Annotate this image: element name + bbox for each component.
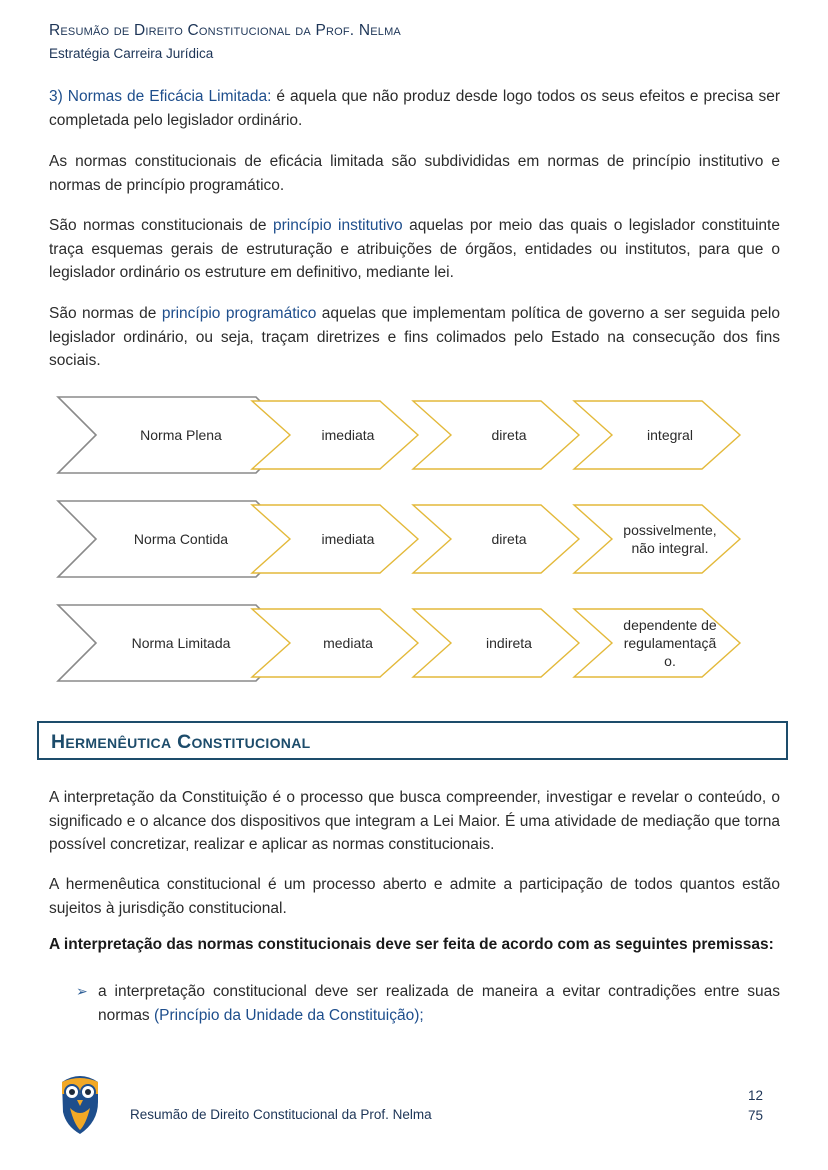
arrow-bullet-icon: ➢ bbox=[76, 983, 88, 999]
paragraph-text: São normas de bbox=[49, 305, 162, 322]
attribute-label: direta bbox=[491, 531, 527, 547]
bullet-highlight: (Princípio da Unidade da Constituição); bbox=[154, 1006, 424, 1024]
page-total: 75 bbox=[748, 1108, 764, 1123]
attribute-label: imediata bbox=[321, 531, 375, 547]
paragraph-lead: 3) Normas de Eficácia Limitada: bbox=[49, 88, 272, 105]
paragraph-text: São normas constitucionais de bbox=[49, 217, 273, 234]
paragraph-subdivision: As normas constitucionais de eficácia limitada são subdivididas em normas de princípio institutivo e normas de princípio programático. bbox=[49, 153, 780, 194]
paragraph-limited-efficacy bbox=[49, 85, 780, 132]
attribute-label: direta bbox=[491, 427, 527, 443]
bullet-item bbox=[98, 980, 780, 1027]
norm-type-label: Norma Plena bbox=[140, 427, 222, 443]
highlight-term: princípio institutivo bbox=[272, 217, 403, 234]
attribute-label: não integral. bbox=[631, 540, 709, 556]
page-number bbox=[748, 1086, 763, 1126]
footer-text: Resumão de Direito Constitucional da Prof. Nelma bbox=[130, 1107, 432, 1122]
header-subtitle: Estratégia Carreira Jurídica bbox=[49, 46, 214, 61]
paragraph-institutive bbox=[49, 214, 780, 285]
attribute-label: regulamentaçã bbox=[623, 635, 717, 651]
attribute-label: possivelmente, bbox=[623, 522, 717, 538]
paragraph-text: é aquela que não produz desde logo todos os seus efeitos e precisa ser completada pelo legislador ordinário. bbox=[49, 88, 781, 129]
attribute-label: dependente de bbox=[623, 617, 717, 633]
paragraph-hermeneutics: A hermenêutica constitucional é um processo aberto e admite a participação de todos quantos estão sujeitos à jurisdição constitucional. bbox=[49, 876, 780, 917]
bullet-text: a interpretação constitucional deve ser realizada de maneira a evitar contradições entre suas normas bbox=[98, 983, 780, 1024]
owl-logo-icon bbox=[58, 1072, 102, 1136]
attribute-label: integral bbox=[647, 427, 693, 443]
section-heading-box bbox=[37, 721, 788, 760]
paragraph-programmatic bbox=[49, 302, 780, 373]
attribute-label: mediata bbox=[323, 635, 373, 651]
header-title: Resumão de Direito Constitucional da Prof. Nelma bbox=[49, 22, 401, 39]
paragraph-interpretation: A interpretação da Constituição é o processo que busca compreender, investigar e revelar o conteúdo, o significado e o alcance dos dispositivos que integram a Lei Maior. É uma atividade de mediação que torna possível concretizar, realizar e aplicar as normas constitucionais. bbox=[49, 789, 780, 853]
paragraph-text: aquelas por meio das quais o legislador constituinte traça esquemas gerais de estruturação e atribuições de órgãos, entidades ou institutos, para que o legislador ordinário os estruture em definitivo, mediante lei. bbox=[49, 217, 780, 281]
norms-chevron-diagram bbox=[56, 395, 768, 691]
paragraph-text: aquelas que implementam política de governo a ser seguida pelo legislador ordinário, ou seja, traçam diretrizes e fins colimados pelo Estado na consecução dos fins sociais. bbox=[49, 305, 780, 369]
highlight-term: princípio programático bbox=[161, 305, 317, 322]
attribute-label: indireta bbox=[486, 635, 532, 651]
norm-type-label: Norma Limitada bbox=[131, 635, 231, 651]
page-current: 12 bbox=[748, 1088, 764, 1103]
norm-type-label: Norma Contida bbox=[133, 531, 229, 547]
section-title: Hermenêutica Constitucional bbox=[51, 731, 311, 753]
attribute-label: o. bbox=[664, 653, 676, 669]
attribute-label: imediata bbox=[321, 427, 375, 443]
attribute-chevron bbox=[574, 505, 740, 573]
premises-heading: A interpretação das normas constitucionais deve ser feita de acordo com as seguintes premissas: bbox=[49, 936, 774, 953]
